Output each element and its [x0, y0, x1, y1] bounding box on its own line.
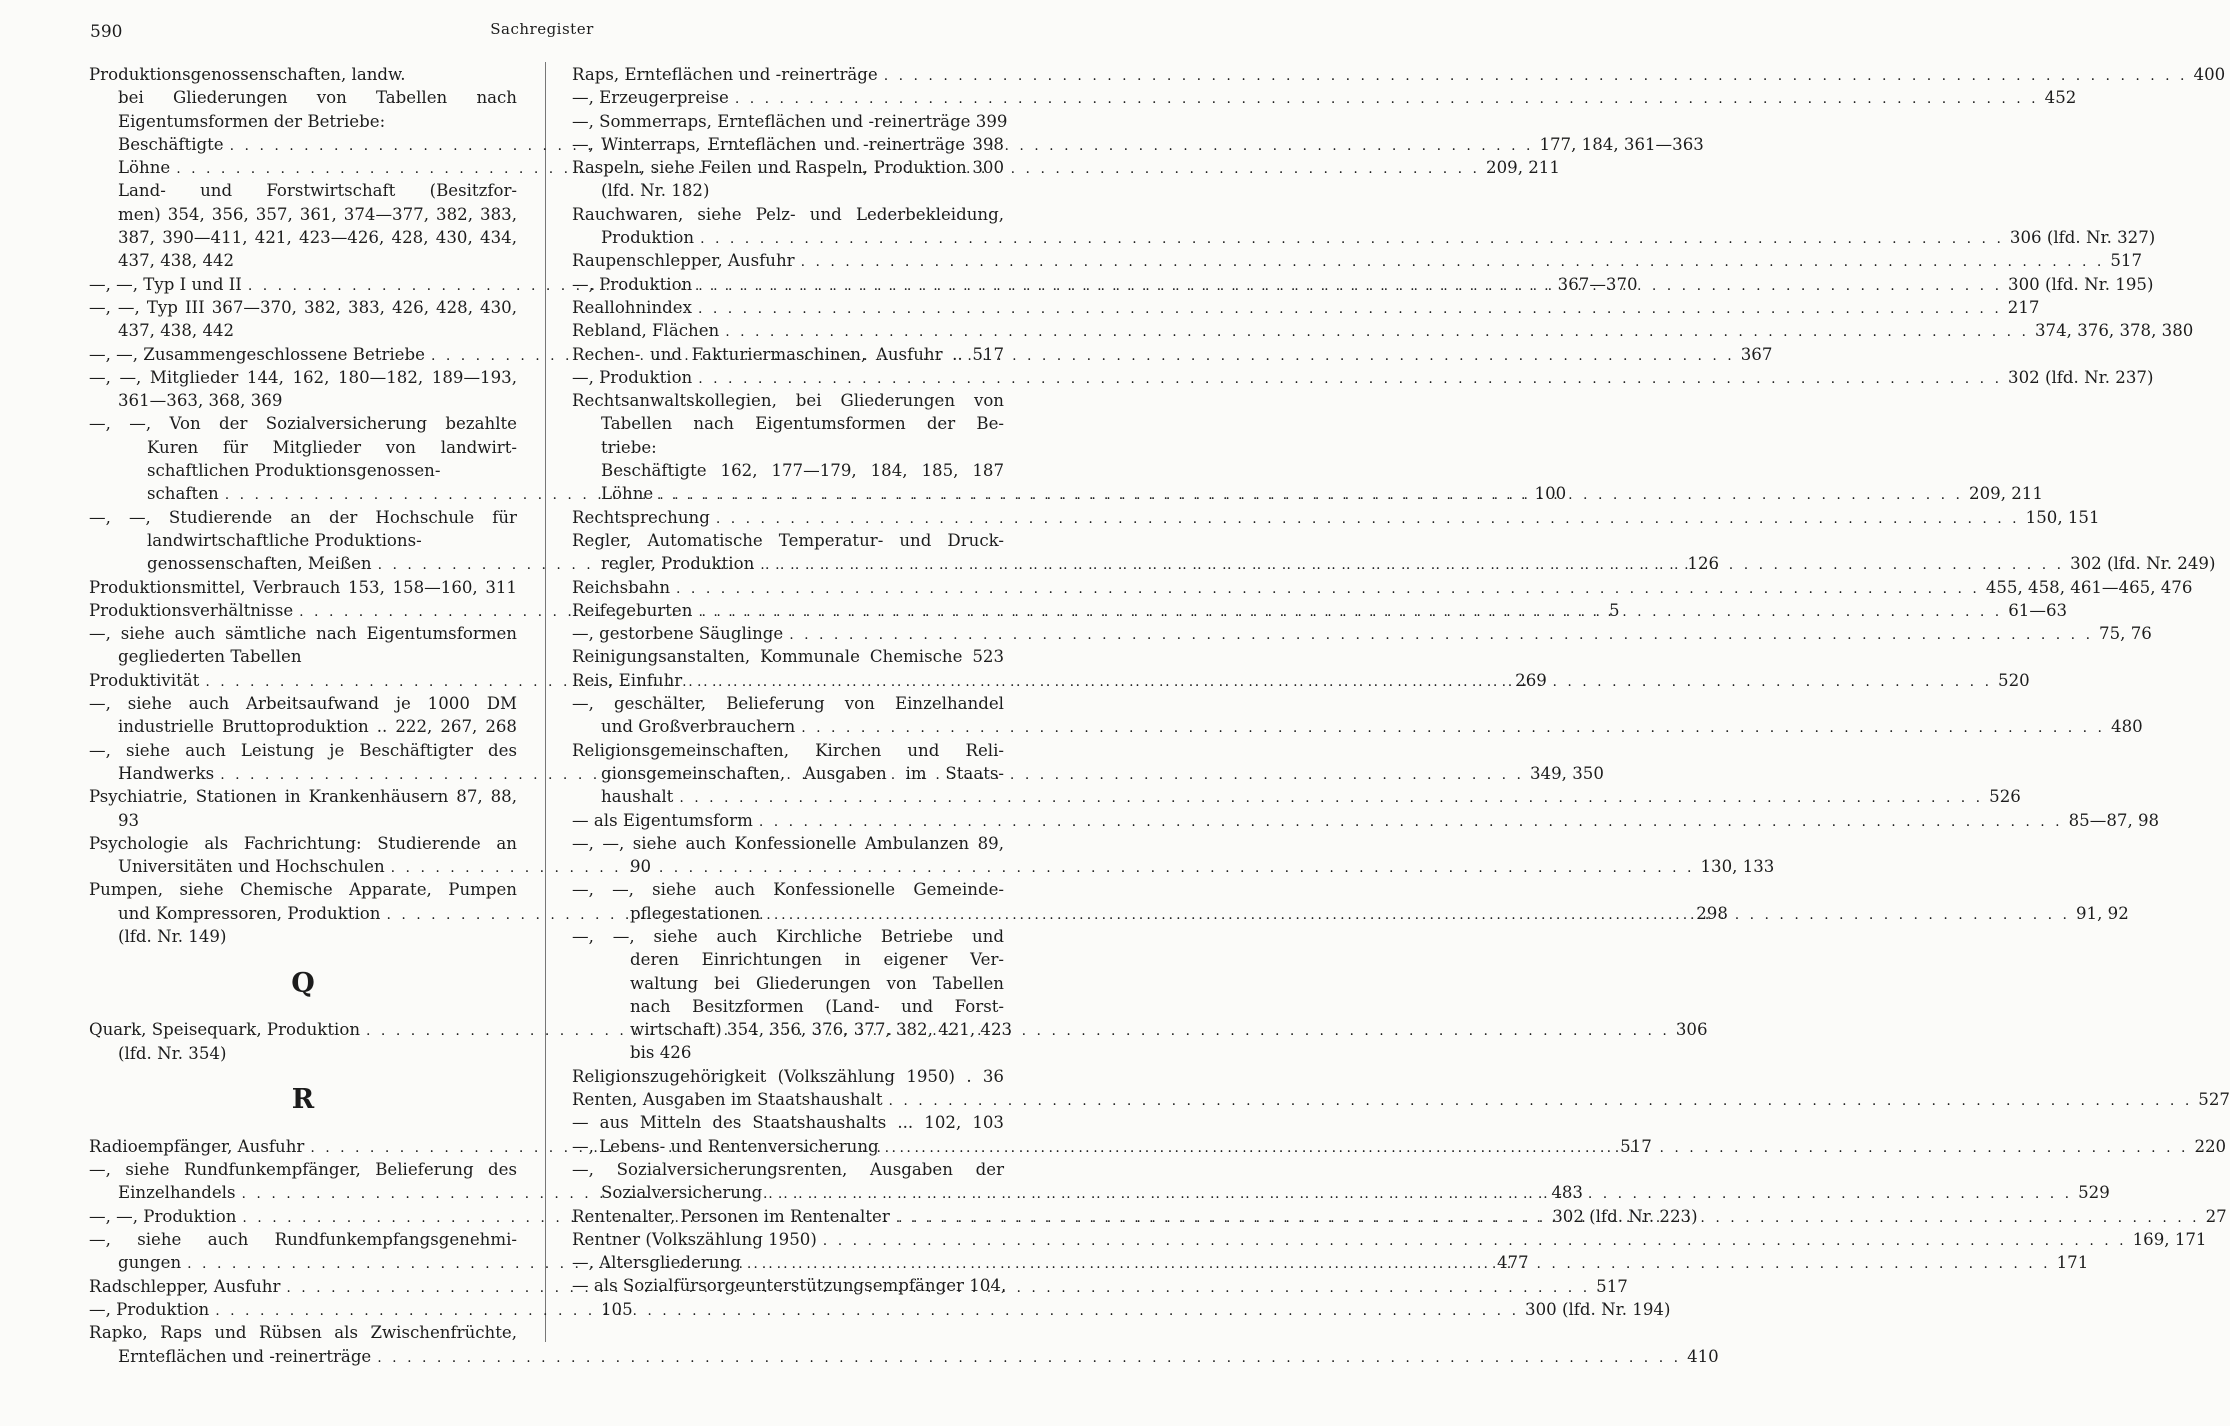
entry-text: —, —, Typ III 367—370, 382, 383, 426, 428, 430,: [89, 297, 517, 317]
page-references: 300 (lfd. Nr. 195): [2008, 274, 2154, 294]
index-entry: [572, 1088, 2230, 1111]
dot-leader: [759, 811, 2063, 834]
page-references: 483: [1551, 1183, 1583, 1203]
entry-text: Reifegeburten: [572, 600, 693, 620]
index-entry: [89, 110, 517, 133]
entry-text: bei Gliederungen von Tabellen nach: [118, 88, 517, 108]
dot-leader: [716, 508, 2020, 531]
page-references: 126: [1687, 554, 1720, 574]
entry-text: bis 426: [630, 1043, 692, 1063]
index-entry: [572, 296, 2040, 319]
index-entry: [572, 739, 1004, 762]
page-references: 477: [1496, 1253, 1529, 1273]
dot-leader: [735, 88, 2039, 111]
index-entry: [89, 878, 517, 901]
entry-text: Religionszugehörigkeit (Volkszählung 1950) . 36: [572, 1066, 1004, 1086]
page-references: 100: [1534, 484, 1567, 504]
entry-text: Löhne: [118, 158, 171, 178]
entry-text: Rechtsprechung: [572, 507, 710, 527]
entry-text: Raps, Ernteflächen und -reinerträge: [572, 65, 878, 84]
index-entry: [572, 925, 1004, 948]
entry-text: triebe:: [601, 437, 657, 457]
page-references: 302 (lfd. Nr. 249): [2070, 554, 2216, 574]
entry-text: —, Produktion: [89, 1299, 210, 1319]
page-references: 130, 133: [1700, 857, 1775, 877]
entry-text: Beschäftigte 162, 177—179, 184, 185, 187: [601, 461, 1004, 481]
entry-text: gegliederten Tabellen: [118, 647, 302, 667]
entry-text: und Kompressoren, Produktion: [118, 903, 381, 923]
index-entry: [572, 576, 2193, 599]
entry-text: Rebland, Flächen: [572, 321, 720, 341]
entry-text: Beschäftigte: [118, 134, 224, 154]
entry-text: schaftlichen Produktionsgenossen-: [147, 461, 441, 481]
dot-leader: [884, 65, 2188, 88]
page-references: 300 (lfd. Nr. 194): [1525, 1299, 1671, 1319]
page-references: 480: [2111, 717, 2143, 737]
entry-text: —, geschälter, Belieferung von Einzelhandel: [572, 694, 1004, 714]
section-letter-heading: R: [291, 1084, 315, 1116]
index-entry: [89, 86, 517, 109]
index-entry: [572, 249, 2143, 272]
entry-text: 437, 438, 442: [118, 251, 235, 271]
entry-text: Produktionsverhältnisse: [89, 600, 294, 620]
index-entry: [89, 366, 517, 389]
entry-text: Ernteflächen und -reinerträge: [118, 1346, 372, 1366]
index-entry: [89, 1321, 517, 1344]
dot-leader: [659, 484, 1963, 507]
page-references: 302 (lfd. Nr. 223): [1552, 1206, 1698, 1226]
dot-leader: [801, 251, 2105, 274]
entry-text: —, —, Studierende an der Hochschule für: [89, 507, 517, 527]
entry-text: —, —, siehe auch Kirchliche Betriebe und: [572, 926, 1004, 946]
entry-text: 437, 438, 442: [118, 321, 235, 341]
index-entry: [572, 179, 1004, 202]
page-references: 302 (lfd. Nr. 237): [2008, 367, 2154, 387]
entry-text: 93: [118, 810, 140, 830]
entry-text: Rauchwaren, siehe Pelz- und Lederbekleidung,: [572, 204, 1004, 224]
entry-text: Psychologie als Fachrichtung: Studierende an: [89, 833, 517, 853]
page-references: 517: [1596, 1276, 1628, 1296]
page-references: 61—63: [2008, 600, 2068, 620]
page-references: 209, 211: [1486, 158, 1560, 178]
entry-text: —, —, Typ I und II: [89, 274, 242, 294]
index-entry: [572, 1111, 1004, 1134]
index-entry: [89, 203, 517, 226]
entry-text: schaften: [147, 484, 219, 504]
dot-leader: [747, 1253, 2051, 1276]
index-entry: [572, 63, 2226, 86]
index-entry: [572, 809, 2160, 832]
page-references: 209, 211: [1969, 484, 2043, 504]
dot-leader: [698, 368, 2002, 391]
page-references: 517: [2110, 251, 2143, 271]
dot-leader: [823, 1230, 2127, 1253]
index-entry: [89, 226, 517, 249]
entry-text: gungen: [118, 1253, 182, 1273]
entry-text: Löhne: [601, 484, 654, 504]
page-references: 171: [2056, 1253, 2089, 1273]
entry-text: —, siehe auch Leistung je Beschäftigter des: [89, 740, 517, 760]
entry-text: Produktionsgenossenschaften, landw.: [89, 65, 406, 84]
entry-text: genossenschaften, Meißen: [147, 554, 372, 574]
entry-text: Psychiatrie, Stationen in Krankenhäusern 87, 88,: [89, 787, 517, 807]
entry-text: wirtschaft) 354, 356, 376, 377, 382, 421, 423: [630, 1020, 1013, 1040]
page-references: 220: [2194, 1136, 2227, 1156]
page-references: 517: [1620, 1136, 1652, 1156]
entry-text: —, —, siehe auch Konfessionelle Gemeinde-: [572, 880, 1004, 900]
index-entry: [572, 832, 1004, 855]
dot-leader: [698, 601, 2002, 624]
entry-text: —, —, Mitglieder 144, 162, 180—182, 189—193,: [89, 367, 517, 387]
index-entry: [572, 366, 2154, 389]
index-entry: [89, 739, 517, 762]
index-entry: [89, 692, 517, 715]
entry-text: —, Sozialversicherungsrenten, Ausgaben der: [572, 1159, 1004, 1179]
index-entry: [572, 645, 1004, 668]
index-entry: [89, 296, 517, 319]
dot-leader: [885, 1137, 2189, 1160]
entry-text: —, —, Von der Sozialversicherung bezahlte: [89, 414, 517, 434]
entry-text: Rapko, Raps und Rübsen als Zwischenfrüchte,: [89, 1323, 517, 1343]
index-entry: [572, 529, 1004, 552]
entry-text: (lfd. Nr. 182): [601, 181, 710, 201]
page-references: 374, 376, 378, 380: [2035, 321, 2194, 341]
index-entry: [89, 576, 517, 599]
entry-text: (lfd. Nr. 354): [118, 1043, 227, 1063]
entry-text: 90: [630, 857, 652, 877]
dot-leader: [676, 578, 1980, 601]
dot-leader: [801, 717, 2105, 740]
page-references: 27: [2205, 1206, 2227, 1226]
index-entry: [572, 1228, 2207, 1251]
entry-text: Quark, Speisequark, Produktion: [89, 1020, 361, 1040]
page-references: 91, 92: [2076, 903, 2129, 923]
index-entry: [572, 948, 1004, 971]
page-references: 527: [2198, 1090, 2230, 1110]
entry-text: Eigentumsformen der Betriebe:: [118, 111, 386, 131]
page-references: 410: [1687, 1346, 1719, 1366]
page-references: 217: [2007, 297, 2040, 317]
index-entry: [89, 179, 517, 202]
entry-text: —, Produktion: [572, 367, 693, 387]
entry-text: —, Lebens- und Rentenversicherung: [572, 1136, 879, 1156]
dot-leader: [698, 298, 2002, 321]
entry-text: —, siehe auch Arbeitsaufwand je 1000 DM: [89, 694, 517, 714]
page-references: 452: [2044, 88, 2077, 108]
page-references: 306: [1675, 1020, 1708, 1040]
entry-text: 361—363, 368, 369: [118, 391, 283, 411]
entry-text: Sozialversicherung: [601, 1183, 763, 1203]
entry-text: Pumpen, siehe Chemische Apparate, Pumpen: [89, 880, 517, 900]
page-references: 306 (lfd. Nr. 327): [2009, 228, 2156, 248]
entry-text: (lfd. Nr. 149): [118, 926, 227, 946]
index-entry: [572, 1158, 1004, 1181]
entry-text: deren Einrichtungen in eigener Ver-: [630, 950, 1004, 970]
dot-leader: [889, 1090, 2193, 1113]
entry-text: Regler, Automatische Temperatur- und Druck-: [572, 530, 1004, 550]
index-entry: [572, 412, 1004, 435]
index-entry: [89, 785, 517, 808]
entry-text: — als Eigentumsform: [572, 810, 753, 830]
entry-text: Reinigungsanstalten, Kommunale Chemische 523: [572, 647, 1004, 667]
index-entry: [89, 715, 517, 738]
index-entry: [572, 622, 2152, 645]
index-entry: [572, 855, 1004, 878]
entry-text: Rentner (Volkszählung 1950): [572, 1229, 817, 1249]
index-entry: [89, 436, 517, 459]
index-entry: [572, 203, 1004, 226]
entry-text: —, siehe auch Rundfunkempfangsgenehmi-: [89, 1230, 517, 1250]
index-entry: [572, 86, 2077, 109]
entry-text: Reis, Einfuhr: [572, 670, 683, 690]
page-references: 455, 458, 461—465, 476: [1985, 577, 2193, 597]
entry-text: Rechtsanwaltskollegien, bei Gliederungen von: [572, 391, 1004, 411]
dot-leader: [760, 554, 2064, 577]
entry-text: 387, 390—411, 421, 423—426, 428, 430, 434,: [118, 228, 517, 248]
index-entry: [572, 389, 1004, 412]
page-references: 367—370: [1557, 274, 1638, 294]
entry-text: Produktivität: [89, 670, 200, 690]
index-entry: [572, 1065, 1004, 1088]
index-entry: [89, 1345, 1719, 1368]
page-references: 520: [1998, 670, 2030, 690]
index-entry: [89, 925, 517, 948]
index-entry: [89, 832, 517, 855]
page-references: 169, 171: [2132, 1229, 2207, 1249]
page-references: 150, 151: [2025, 507, 2100, 527]
entry-text: nach Besitzformen (Land- und Forst-: [630, 996, 1004, 1016]
dot-leader: [366, 1020, 1670, 1043]
page-references: 529: [2078, 1183, 2110, 1203]
index-entry: [572, 1041, 1004, 1064]
index-entry: [572, 692, 1004, 715]
index-entry: [572, 785, 2021, 808]
index-entry: [572, 715, 2143, 738]
entry-text: Universitäten und Hochschulen: [118, 857, 385, 877]
index-entry: [89, 249, 517, 272]
entry-text: —, —, Produktion: [89, 1206, 237, 1226]
dot-leader: [768, 1183, 2072, 1206]
entry-text: haushalt: [601, 787, 674, 807]
entry-text: —, Sommerraps, Ernteflächen und -reinerträge 399: [572, 111, 1008, 131]
entry-text: —, siehe auch sämtliche nach Eigentumsformen: [89, 624, 517, 644]
index-entry: [89, 1042, 517, 1065]
index-entry: [572, 319, 2194, 342]
entry-text: regler, Produktion: [601, 554, 755, 574]
entry-text: —, Winterraps, Ernteflächen und -reinerträge 398: [572, 134, 1004, 154]
page-references: 269: [1515, 670, 1547, 690]
entry-text: — als Sozialfürsorgeunterstützungsempfänger 104,: [572, 1276, 1007, 1296]
index-entry: [572, 878, 1004, 901]
dot-leader: [725, 321, 2029, 344]
page-references: 367: [1740, 344, 1773, 364]
index-entry: [572, 762, 1004, 785]
entry-text: Reichsbahn: [572, 577, 671, 597]
entry-text: —, —, siehe auch Konfessionelle Ambulanzen 89,: [572, 833, 1004, 853]
index-entry: [572, 343, 1004, 366]
entry-text: Reallohnindex: [572, 297, 692, 317]
index-entry: [89, 319, 517, 342]
entry-text: industrielle Bruttoproduktion .. 222, 267, 268: [118, 717, 517, 737]
index-entry: [572, 972, 1004, 995]
dot-leader: [766, 904, 2070, 927]
entry-text: —, gestorbene Säuglinge: [572, 624, 784, 644]
entry-text: —, Erzeugerpreise: [572, 88, 729, 108]
dot-leader: [377, 1347, 1681, 1370]
entry-text: Kuren für Mitglieder von landwirt-: [147, 437, 517, 457]
dot-leader: [896, 1207, 2200, 1230]
entry-text: Handwerks: [118, 763, 215, 783]
entry-text: —, Produktion: [572, 274, 693, 294]
entry-text: — aus Mitteln des Staatshaushalts ... 102, 103: [572, 1113, 1004, 1133]
index-entry: [572, 436, 1004, 459]
index-entry: [572, 995, 1004, 1018]
entry-text: Tabellen nach Eigentumsformen der Be-: [601, 414, 1004, 434]
index-entry: [89, 645, 517, 668]
entry-text: Land- und Forstwirtschaft (Besitzfor-: [118, 181, 517, 201]
page-references: 75, 76: [2099, 624, 2152, 644]
entry-text: Produktionsmittel, Verbrauch 153, 158—160, 311: [89, 577, 517, 597]
index-entry: [89, 412, 517, 435]
index-entry: [89, 459, 517, 482]
index-entry: [572, 226, 2156, 249]
page-number: 590: [90, 22, 123, 42]
page-references: 400: [2193, 65, 2226, 84]
entry-text: Renten, Ausgaben im Staatshaushalt: [572, 1090, 883, 1110]
index-entry: [89, 506, 517, 529]
index-entry: [572, 506, 2100, 529]
index-entry: [572, 133, 1004, 156]
index-entry: [572, 599, 2068, 622]
entry-text: gionsgemeinschaften, Ausgaben im Staats-: [601, 763, 1004, 783]
entry-text: Raupenschlepper, Ausfuhr: [572, 251, 795, 271]
index-entry: [572, 1298, 1004, 1321]
index-entry: [89, 1228, 517, 1251]
entry-text: und Großverbrauchern: [601, 717, 796, 737]
dot-leader: [679, 787, 1983, 810]
index-entry: [572, 459, 1004, 482]
dot-leader: [698, 275, 2002, 298]
page-references: 349, 350: [1530, 763, 1604, 783]
entry-text: Einzelhandels: [118, 1183, 236, 1203]
index-entry: [572, 156, 1004, 179]
entry-text: men) 354, 356, 357, 361, 374—377, 382, 383,: [118, 204, 517, 224]
index-entry: [89, 389, 517, 412]
page-references: 5: [1608, 600, 1620, 620]
index-entry: [89, 809, 517, 832]
entry-text: waltung bei Gliederungen von Tabellen: [630, 973, 1004, 993]
index-entry: [89, 622, 517, 645]
dot-leader: [688, 671, 1992, 694]
entry-text: landwirtschaftliche Produktions-: [147, 530, 422, 550]
entry-text: —, —, Zusammengeschlossene Betriebe: [89, 344, 425, 364]
section-letter-heading: Q: [291, 967, 315, 999]
entry-text: Radioempfänger, Ausfuhr: [89, 1136, 305, 1156]
entry-text: Produktion: [601, 228, 695, 248]
entry-text: Rentenalter, Personen im Rentenalter: [572, 1206, 890, 1226]
index-entry: [572, 1274, 1007, 1297]
page-references: 298: [1696, 903, 1728, 923]
dot-leader: [700, 228, 2004, 251]
page-title: Sachregister: [490, 20, 594, 38]
index-entry: [89, 1158, 517, 1181]
index-entry: [89, 529, 517, 552]
page-references: 526: [1989, 787, 2021, 807]
entry-text: Rechen- und Fakturiermaschinen, Ausfuhr .. 517: [572, 344, 1004, 364]
entry-text: Religionsgemeinschaften, Kirchen und Reli-: [572, 740, 1004, 760]
index-entry: [572, 110, 1008, 133]
dot-leader: [789, 624, 2093, 647]
entry-text: —, Altersgliederung: [572, 1253, 741, 1273]
entry-text: Radschlepper, Ausfuhr: [89, 1276, 281, 1296]
entry-text: —, siehe Rundfunkempfänger, Belieferung des: [89, 1160, 517, 1180]
entry-text: 105: [601, 1299, 633, 1319]
index-entry: [572, 1018, 1013, 1041]
index-entry: [89, 63, 517, 86]
page-references: 85—87, 98: [2068, 810, 2160, 830]
entry-text: Raspeln, siehe Feilen und Raspeln, Produktion 300: [572, 158, 1004, 178]
entry-text: pflegestationen: [630, 903, 761, 923]
page-references: 177, 184, 361—363: [1539, 134, 1704, 154]
